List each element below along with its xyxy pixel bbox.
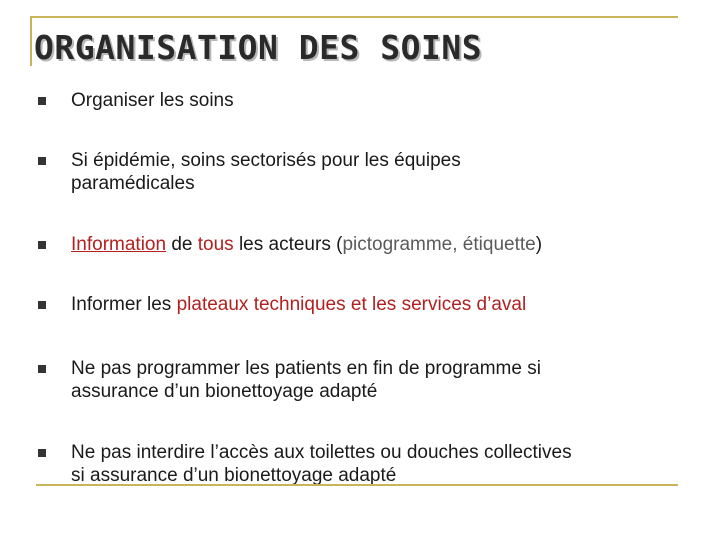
square-bullet-icon (38, 301, 46, 309)
bullet-fragment: de (166, 234, 198, 255)
bullet-line: si assurance d’un bionettoyage adapté (71, 465, 397, 486)
bullet-text (71, 357, 691, 403)
frame-bottom-line (36, 484, 678, 486)
emphasis-tous: tous (197, 234, 234, 255)
square-bullet-icon (38, 449, 46, 457)
emphasis-plateaux: plateaux techniques et les services d’aval (176, 294, 527, 315)
paren-close: ) (535, 234, 543, 255)
bullet-text (71, 441, 691, 487)
bullet-line: Ne pas interdire l’accès aux toilettes ou douches collectives (71, 442, 572, 463)
bullet-line: Si épidémie, soins sectorisés pour les équipes (71, 150, 461, 171)
bullet-line: assurance d’un bionettoyage adapté (71, 381, 378, 402)
square-bullet-icon (38, 157, 46, 165)
information-link[interactable]: Information (71, 234, 167, 255)
paren-open: ( (336, 234, 343, 255)
square-bullet-icon (38, 365, 46, 373)
frame-left-line (30, 16, 32, 66)
slide-title: ORGANISATION DES SOINS (34, 28, 483, 67)
pictogramme-text: pictogramme, étiquette (342, 234, 536, 255)
square-bullet-icon (38, 241, 46, 249)
bullet-line: Ne pas programmer les patients en fin de programme si (71, 358, 541, 379)
bullet-fragment: les acteurs (233, 234, 337, 255)
bullet-text: Organiser les soins (71, 90, 234, 111)
bullet-line: paramédicales (71, 173, 195, 194)
bullet-fragment: Informer les (71, 294, 177, 315)
square-bullet-icon (38, 97, 46, 105)
bullet-text (71, 149, 691, 195)
frame-top-line (30, 16, 678, 18)
bullet-text (71, 233, 691, 256)
bullet-text (71, 293, 691, 316)
